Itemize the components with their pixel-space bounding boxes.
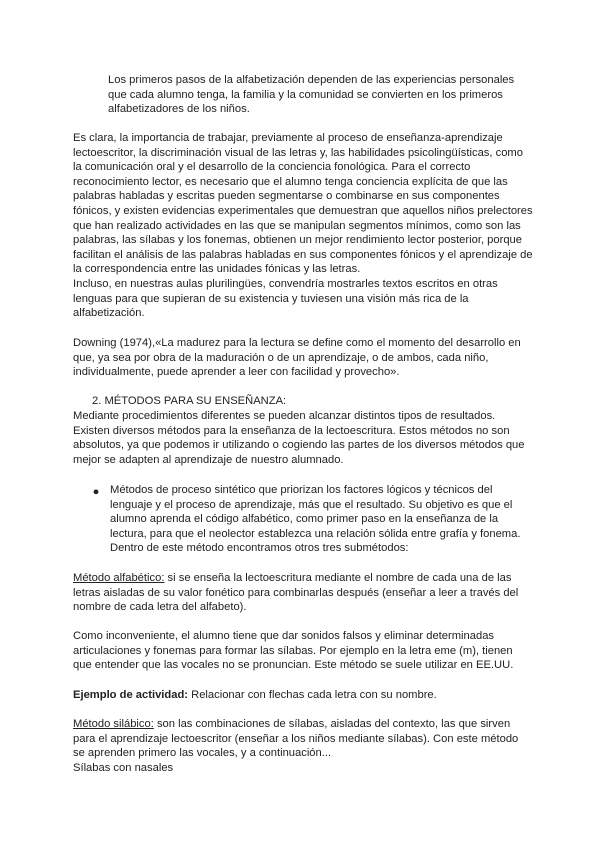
paragraph-activity-example xyxy=(73,688,533,703)
paragraph-alphabetic-method xyxy=(73,571,533,615)
paragraph-multilingual: Incluso, en nuestras aulas plurilingües, convendría mostrarles textos escritos en otras lenguas para que supieran de su existencia y tuviesen una visión más rica de la alfabetización. xyxy=(73,278,498,320)
paragraph-inconvenient: Como inconveniente, el alumno tiene que dar sonidos falsos y eliminar determinadas articulaciones y fonemas para formar las sílabas. Por ejemplo en la letra eme (m), tienen que entender que las vocales no se pronuncian. Este método se suele utilizar en EE.UU. xyxy=(73,630,514,672)
paragraph-methods-intro: Mediante procedimientos diferentes se pueden alcanzar distintos tipos de resultados. Existen diversos métodos para la enseñanza de la lectoescritura. Estos métodos no son absolutos, ya que podemos ir utilizando o cogiendo las partes de los diversos métodos que mejor se adapten al aprendizaje de nuestro alumnado. xyxy=(73,410,525,466)
syllabic-method-label: Método silábico: xyxy=(73,718,154,730)
paragraph-syllabic-method xyxy=(73,717,533,761)
paragraph-nasal-syllables: Sílabas con nasales xyxy=(73,762,174,774)
intro-quote: Los primeros pasos de la alfabetización dependen de las experiencias personales que cada alumno tenga, la familia y la comunidad se convierten en los primeros alfabetizadores de los niños. xyxy=(108,74,515,116)
alphabetic-method-label: Método alfabético: xyxy=(73,572,165,584)
section-heading-methods: 2. MÉTODOS PARA SU ENSEÑANZA: xyxy=(92,395,287,407)
paragraph-downing-quote: Downing (1974),«La madurez para la lectura se define como el momento del desarrollo en que, ya sea por obra de la maduración o de un aprendizaje, o de ambos, cada niño, individualmente, puede aprender a leer con facilidad y provecho». xyxy=(73,337,521,379)
activity-example-text: Relacionar con flechas cada letra con su nombre. xyxy=(188,689,437,701)
activity-example-label: Ejemplo de actividad: xyxy=(73,689,189,701)
paragraph-importance: Es clara, la importancia de trabajar, previamente al proceso de enseñanza-aprendizaje lectoescritor, la discriminación visual de las letras y, las habilidades psicolingüísticas, como la comunicación oral y el desarrollo de la conciencia fonológica. Para el correcto reconocimiento lector, es necesario que el alumno tenga conciencia explícita de que las palabras habladas y escritas pueden segmentarse o combinarse en sus componentes fónicos, y existen evidencias experimentales que demuestran que aquellos niños prelectores que han realizado actividades en las que se manipulan segmentos mínimos, como son las palabras, las sílabas y los fonemas, obtienen un mejor rendimiento lector posterior, porque facilitan el análisis de las palabras habladas en sus componentes fónicos y el aprendizaje de la correspondencia entre las unidades fónicas y las letras. xyxy=(73,132,533,276)
bullet-dot: ● xyxy=(92,486,100,498)
bullet-synthetic-methods: Métodos de proceso sintético que priorizan los factores lógicos y técnicos del lenguaje y el proceso de aprendizaje, más que el resultado. Su objetivo es que el alumno aprenda el código alfabético, como primer paso en la enseñanza de la lectura, para que el neolector establezca una relación sólida entre grafía y fonema. Dentro de este método encontramos otros tres submétodos: xyxy=(110,484,521,555)
alphabetic-method-text: si se enseña la lectoescritura mediante el nombre de cada una de las letras aisladas de su valor fonético para combinarlas después (enseñar a leer a través del nombre de cada letra del alfabeto). xyxy=(73,572,519,614)
syllabic-method-text: son las combinaciones de sílabas, aisladas del contexto, las que sirven para el aprendizaje lectoescritor (enseñar a los niños mediante sílabas). Con este método se aprenden primero las vocales, y a continuación... xyxy=(73,718,519,760)
